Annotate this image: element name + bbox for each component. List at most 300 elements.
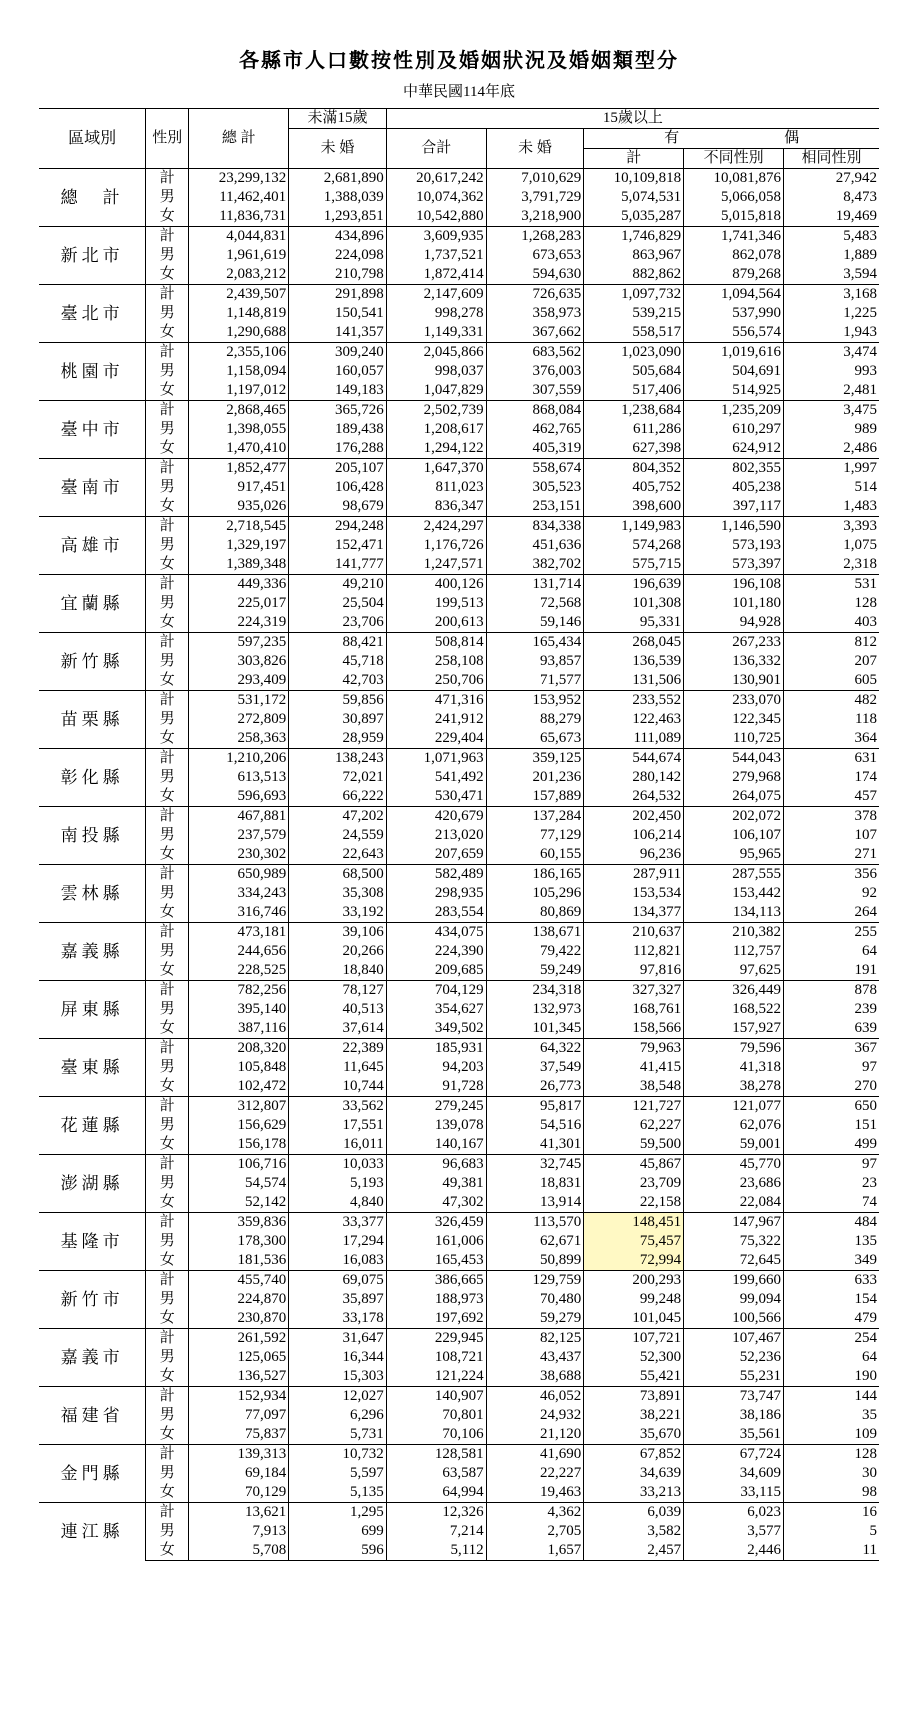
cell-over15-subtotal: 91,728 xyxy=(386,1077,486,1097)
cell-over15-unmarried: 2,705 xyxy=(486,1522,584,1541)
sex-label: 男 xyxy=(159,1291,175,1307)
sex-label: 計 xyxy=(146,1155,189,1175)
cell-diff-sex: 10,081,876 xyxy=(684,169,784,189)
cell-same-sex: 812 xyxy=(784,633,879,653)
cell-under15-unmarried: 141,777 xyxy=(289,555,387,575)
sex-label: 計 xyxy=(146,169,189,189)
cell-over15-subtotal: 229,945 xyxy=(386,1329,486,1349)
sex-label: 男 xyxy=(159,189,175,205)
cell-spouse-total: 3,582 xyxy=(584,1522,684,1541)
cell-total: 152,934 xyxy=(189,1387,289,1407)
cell-over15-unmarried: 79,422 xyxy=(486,942,584,961)
cell-over15-unmarried: 834,338 xyxy=(486,517,584,537)
region-name: 總 計 xyxy=(39,169,146,227)
region-name: 臺北市 xyxy=(39,285,146,343)
table-row xyxy=(39,1367,879,1387)
cell-spouse-total: 134,377 xyxy=(584,903,684,923)
cell-diff-sex: 106,107 xyxy=(684,826,784,845)
cell-over15-subtotal: 1,737,521 xyxy=(386,246,486,265)
cell-same-sex: 5 xyxy=(784,1522,879,1541)
sex-label: 女 xyxy=(159,788,175,804)
cell-under15-unmarried: 15,303 xyxy=(289,1367,387,1387)
cell-total: 1,470,410 xyxy=(189,439,289,459)
cell-spouse-total: 6,039 xyxy=(584,1503,684,1523)
cell-same-sex: 30 xyxy=(784,1464,879,1483)
cell-total: 2,083,212 xyxy=(189,265,289,285)
cell-same-sex: 135 xyxy=(784,1232,879,1251)
table-header xyxy=(39,109,879,169)
table-row xyxy=(39,1213,879,1233)
cell-spouse-total: 287,911 xyxy=(584,865,684,885)
cell-total: 178,300 xyxy=(189,1232,289,1251)
sex-label: 女 xyxy=(159,1194,175,1210)
cell-over15-subtotal: 10,542,880 xyxy=(386,207,486,227)
table-row xyxy=(39,961,879,981)
region-name: 高雄市 xyxy=(39,517,146,575)
cell-over15-unmarried: 32,745 xyxy=(486,1155,584,1175)
region-name: 連江縣 xyxy=(39,1503,146,1561)
table-row xyxy=(39,807,879,827)
cell-total: 181,536 xyxy=(189,1251,289,1271)
cell-over15-subtotal: 94,203 xyxy=(386,1058,486,1077)
cell-diff-sex: 110,725 xyxy=(684,729,784,749)
cell-under15-unmarried: 33,562 xyxy=(289,1097,387,1117)
cell-total: 1,158,094 xyxy=(189,362,289,381)
region-name: 臺東縣 xyxy=(39,1039,146,1097)
cell-under15-unmarried: 11,645 xyxy=(289,1058,387,1077)
cell-diff-sex: 73,747 xyxy=(684,1387,784,1407)
cell-spouse-total: 804,352 xyxy=(584,459,684,479)
page-title: 各縣市人口數按性別及婚姻狀況及婚姻類型分 xyxy=(239,50,679,72)
sex-label: 計 xyxy=(146,1271,189,1291)
table-row xyxy=(39,478,879,497)
cell-under15-unmarried: 10,744 xyxy=(289,1077,387,1097)
cell-diff-sex: 1,741,346 xyxy=(684,227,784,247)
cell-over15-unmarried: 21,120 xyxy=(486,1425,584,1445)
cell-under15-unmarried: 31,647 xyxy=(289,1329,387,1349)
table-row xyxy=(39,1348,879,1367)
cell-over15-subtotal: 1,149,331 xyxy=(386,323,486,343)
cell-spouse-total: 863,967 xyxy=(584,246,684,265)
cell-total: 244,656 xyxy=(189,942,289,961)
table-row xyxy=(39,575,879,595)
table-row xyxy=(39,845,879,865)
sex-label: 男 xyxy=(159,1233,175,1249)
cell-total: 4,044,831 xyxy=(189,227,289,247)
table-row xyxy=(39,671,879,691)
cell-under15-unmarried: 40,513 xyxy=(289,1000,387,1019)
cell-diff-sex: 38,278 xyxy=(684,1077,784,1097)
cell-same-sex: 878 xyxy=(784,981,879,1001)
cell-diff-sex: 75,322 xyxy=(684,1232,784,1251)
cell-same-sex: 650 xyxy=(784,1097,879,1117)
cell-spouse-total: 10,109,818 xyxy=(584,169,684,189)
cell-total: 1,148,819 xyxy=(189,304,289,323)
cell-over15-subtotal: 140,167 xyxy=(386,1135,486,1155)
cell-same-sex: 74 xyxy=(784,1193,879,1213)
cell-over15-unmarried: 594,630 xyxy=(486,265,584,285)
cell-over15-unmarried: 65,673 xyxy=(486,729,584,749)
cell-diff-sex: 504,691 xyxy=(684,362,784,381)
cell-under15-unmarried: 4,840 xyxy=(289,1193,387,1213)
cell-under15-unmarried: 176,288 xyxy=(289,439,387,459)
cell-same-sex: 2,318 xyxy=(784,555,879,575)
cell-spouse-total: 398,600 xyxy=(584,497,684,517)
cell-same-sex: 97 xyxy=(784,1058,879,1077)
cell-spouse-total: 23,709 xyxy=(584,1174,684,1193)
sex-label: 男 xyxy=(159,769,175,785)
cell-total: 1,329,197 xyxy=(189,536,289,555)
cell-over15-subtotal: 199,513 xyxy=(386,594,486,613)
cell-over15-unmarried: 153,952 xyxy=(486,691,584,711)
cell-over15-unmarried: 359,125 xyxy=(486,749,584,769)
cell-over15-subtotal: 20,617,242 xyxy=(386,169,486,189)
cell-total: 225,017 xyxy=(189,594,289,613)
cell-diff-sex: 397,117 xyxy=(684,497,784,517)
table-row xyxy=(39,381,879,401)
cell-total: 935,026 xyxy=(189,497,289,517)
cell-over15-subtotal: 998,278 xyxy=(386,304,486,323)
region-name: 基隆市 xyxy=(39,1213,146,1271)
cell-over15-subtotal: 121,224 xyxy=(386,1367,486,1387)
cell-diff-sex: 59,001 xyxy=(684,1135,784,1155)
sex-label: 男 xyxy=(159,537,175,553)
cell-under15-unmarried: 16,344 xyxy=(289,1348,387,1367)
cell-same-sex: 484 xyxy=(784,1213,879,1233)
cell-spouse-total: 122,463 xyxy=(584,710,684,729)
sex-label: 女 xyxy=(159,1368,175,1384)
cell-same-sex: 27,942 xyxy=(784,169,879,189)
cell-under15-unmarried: 1,388,039 xyxy=(289,188,387,207)
cell-same-sex: 1,075 xyxy=(784,536,879,555)
table-row xyxy=(39,304,879,323)
cell-spouse-total: 517,406 xyxy=(584,381,684,401)
cell-over15-subtotal: 128,581 xyxy=(386,1445,486,1465)
table-row xyxy=(39,285,879,305)
cell-spouse-total: 627,398 xyxy=(584,439,684,459)
sex-label: 男 xyxy=(159,711,175,727)
cell-total: 473,181 xyxy=(189,923,289,943)
cell-same-sex: 16 xyxy=(784,1503,879,1523)
cell-same-sex: 8,473 xyxy=(784,188,879,207)
table-row xyxy=(39,652,879,671)
cell-under15-unmarried: 28,959 xyxy=(289,729,387,749)
cell-diff-sex: 3,577 xyxy=(684,1522,784,1541)
cell-total: 208,320 xyxy=(189,1039,289,1059)
cell-under15-unmarried: 24,559 xyxy=(289,826,387,845)
page-subtitle: 中華民國114年底 xyxy=(403,84,515,100)
cell-same-sex: 264 xyxy=(784,903,879,923)
sex-label: 男 xyxy=(159,595,175,611)
table-row xyxy=(39,517,879,537)
cell-over15-subtotal: 541,492 xyxy=(386,768,486,787)
cell-over15-subtotal: 3,609,935 xyxy=(386,227,486,247)
cell-over15-unmarried: 59,279 xyxy=(486,1309,584,1329)
cell-spouse-total: 882,862 xyxy=(584,265,684,285)
cell-diff-sex: 287,555 xyxy=(684,865,784,885)
table-body xyxy=(39,169,879,1561)
sex-label: 計 xyxy=(146,227,189,247)
cell-same-sex: 993 xyxy=(784,362,879,381)
cell-spouse-total: 158,566 xyxy=(584,1019,684,1039)
cell-same-sex: 98 xyxy=(784,1483,879,1503)
cell-over15-subtotal: 582,489 xyxy=(386,865,486,885)
cell-under15-unmarried: 66,222 xyxy=(289,787,387,807)
cell-total: 258,363 xyxy=(189,729,289,749)
cell-same-sex: 3,475 xyxy=(784,401,879,421)
sex-label: 計 xyxy=(146,865,189,885)
table-row xyxy=(39,1483,879,1503)
cell-total: 359,836 xyxy=(189,1213,289,1233)
cell-under15-unmarried: 309,240 xyxy=(289,343,387,363)
cell-over15-unmarried: 59,146 xyxy=(486,613,584,633)
sex-label: 計 xyxy=(146,1445,189,1465)
sex-label: 計 xyxy=(146,1329,189,1349)
sex-label: 男 xyxy=(159,247,175,263)
cell-over15-subtotal: 2,147,609 xyxy=(386,285,486,305)
cell-over15-unmarried: 1,657 xyxy=(486,1541,584,1561)
cell-same-sex: 35 xyxy=(784,1406,879,1425)
cell-over15-unmarried: 462,765 xyxy=(486,420,584,439)
cell-spouse-total: 112,821 xyxy=(584,942,684,961)
cell-same-sex: 154 xyxy=(784,1290,879,1309)
cell-over15-unmarried: 95,817 xyxy=(486,1097,584,1117)
cell-total: 334,243 xyxy=(189,884,289,903)
cell-over15-subtotal: 161,006 xyxy=(386,1232,486,1251)
cell-over15-unmarried: 72,568 xyxy=(486,594,584,613)
sex-label: 男 xyxy=(159,1059,175,1075)
sex-label: 女 xyxy=(159,556,175,572)
table-row xyxy=(39,613,879,633)
cell-spouse-total: 574,268 xyxy=(584,536,684,555)
cell-total: 650,989 xyxy=(189,865,289,885)
cell-spouse-total: 99,248 xyxy=(584,1290,684,1309)
table-row xyxy=(39,1445,879,1465)
cell-total: 2,355,106 xyxy=(189,343,289,363)
cell-diff-sex: 168,522 xyxy=(684,1000,784,1019)
cell-same-sex: 367 xyxy=(784,1039,879,1059)
cell-diff-sex: 38,186 xyxy=(684,1406,784,1425)
cell-under15-unmarried: 47,202 xyxy=(289,807,387,827)
cell-total: 312,807 xyxy=(189,1097,289,1117)
table-row xyxy=(39,246,879,265)
cell-over15-unmarried: 673,653 xyxy=(486,246,584,265)
cell-diff-sex: 196,108 xyxy=(684,575,784,595)
cell-over15-unmarried: 18,831 xyxy=(486,1174,584,1193)
table-row xyxy=(39,1329,879,1349)
cell-over15-subtotal: 434,075 xyxy=(386,923,486,943)
cell-spouse-total: 95,331 xyxy=(584,613,684,633)
sex-label: 男 xyxy=(159,363,175,379)
cell-over15-unmarried: 376,003 xyxy=(486,362,584,381)
cell-total: 106,716 xyxy=(189,1155,289,1175)
cell-diff-sex: 52,236 xyxy=(684,1348,784,1367)
cell-diff-sex: 157,927 xyxy=(684,1019,784,1039)
cell-same-sex: 144 xyxy=(784,1387,879,1407)
table-row xyxy=(39,1193,879,1213)
cell-total: 2,718,545 xyxy=(189,517,289,537)
cell-under15-unmarried: 16,083 xyxy=(289,1251,387,1271)
cell-total: 1,852,477 xyxy=(189,459,289,479)
cell-diff-sex: 5,015,818 xyxy=(684,207,784,227)
cell-same-sex: 2,486 xyxy=(784,439,879,459)
header-under15-unmarried: 未 婚 xyxy=(289,129,387,169)
cell-under15-unmarried: 12,027 xyxy=(289,1387,387,1407)
cell-over15-subtotal: 224,390 xyxy=(386,942,486,961)
cell-same-sex: 356 xyxy=(784,865,879,885)
sex-label: 計 xyxy=(146,807,189,827)
cell-over15-unmarried: 93,857 xyxy=(486,652,584,671)
cell-diff-sex: 862,078 xyxy=(684,246,784,265)
cell-over15-unmarried: 59,249 xyxy=(486,961,584,981)
cell-spouse-total: 168,761 xyxy=(584,1000,684,1019)
cell-under15-unmarried: 434,896 xyxy=(289,227,387,247)
cell-total: 70,129 xyxy=(189,1483,289,1503)
sex-label: 計 xyxy=(146,633,189,653)
cell-over15-subtotal: 1,071,963 xyxy=(386,749,486,769)
cell-spouse-total: 611,286 xyxy=(584,420,684,439)
cell-over15-unmarried: 105,296 xyxy=(486,884,584,903)
cell-over15-unmarried: 138,671 xyxy=(486,923,584,943)
cell-spouse-total: 544,674 xyxy=(584,749,684,769)
cell-over15-unmarried: 113,570 xyxy=(486,1213,584,1233)
cell-diff-sex: 573,193 xyxy=(684,536,784,555)
cell-total: 7,913 xyxy=(189,1522,289,1541)
cell-over15-subtotal: 209,685 xyxy=(386,961,486,981)
cell-diff-sex: 41,318 xyxy=(684,1058,784,1077)
cell-over15-subtotal: 2,045,866 xyxy=(386,343,486,363)
sex-label: 女 xyxy=(159,1136,175,1152)
sex-label: 女 xyxy=(159,1426,175,1442)
cell-over15-subtotal: 508,814 xyxy=(386,633,486,653)
cell-diff-sex: 94,928 xyxy=(684,613,784,633)
cell-total: 782,256 xyxy=(189,981,289,1001)
cell-spouse-total: 1,746,829 xyxy=(584,227,684,247)
cell-spouse-total: 153,534 xyxy=(584,884,684,903)
cell-diff-sex: 122,345 xyxy=(684,710,784,729)
table-row xyxy=(39,1251,879,1271)
cell-total: 455,740 xyxy=(189,1271,289,1291)
table-row xyxy=(39,1464,879,1483)
cell-diff-sex: 802,355 xyxy=(684,459,784,479)
table-row xyxy=(39,497,879,517)
sex-label: 計 xyxy=(146,575,189,595)
cell-under15-unmarried: 1,293,851 xyxy=(289,207,387,227)
region-name: 臺中市 xyxy=(39,401,146,459)
cell-over15-unmarried: 22,227 xyxy=(486,1464,584,1483)
cell-total: 11,836,731 xyxy=(189,207,289,227)
cell-same-sex: 174 xyxy=(784,768,879,787)
cell-under15-unmarried: 5,135 xyxy=(289,1483,387,1503)
cell-total: 75,837 xyxy=(189,1425,289,1445)
cell-under15-unmarried: 17,551 xyxy=(289,1116,387,1135)
cell-total: 102,472 xyxy=(189,1077,289,1097)
cell-diff-sex: 2,446 xyxy=(684,1541,784,1561)
table-row xyxy=(39,981,879,1001)
table-row xyxy=(39,1135,879,1155)
cell-diff-sex: 233,070 xyxy=(684,691,784,711)
cell-spouse-total: 264,532 xyxy=(584,787,684,807)
cell-total: 11,462,401 xyxy=(189,188,289,207)
cell-same-sex: 254 xyxy=(784,1329,879,1349)
cell-total: 5,708 xyxy=(189,1541,289,1561)
cell-over15-subtotal: 139,078 xyxy=(386,1116,486,1135)
cell-under15-unmarried: 1,295 xyxy=(289,1503,387,1523)
cell-diff-sex: 101,180 xyxy=(684,594,784,613)
region-name: 屏東縣 xyxy=(39,981,146,1039)
cell-same-sex: 499 xyxy=(784,1135,879,1155)
table-row xyxy=(39,343,879,363)
cell-total: 596,693 xyxy=(189,787,289,807)
cell-spouse-total: 210,637 xyxy=(584,923,684,943)
sex-label: 計 xyxy=(146,459,189,479)
region-name: 嘉義縣 xyxy=(39,923,146,981)
cell-total: 261,592 xyxy=(189,1329,289,1349)
cell-under15-unmarried: 596 xyxy=(289,1541,387,1561)
cell-over15-unmarried: 7,010,629 xyxy=(486,169,584,189)
sex-label: 女 xyxy=(159,208,175,224)
cell-over15-subtotal: 10,074,362 xyxy=(386,188,486,207)
cell-over15-subtotal: 1,872,414 xyxy=(386,265,486,285)
cell-same-sex: 19,469 xyxy=(784,207,879,227)
cell-over15-unmarried: 88,279 xyxy=(486,710,584,729)
cell-same-sex: 190 xyxy=(784,1367,879,1387)
cell-over15-subtotal: 1,176,726 xyxy=(386,536,486,555)
cell-over15-subtotal: 279,245 xyxy=(386,1097,486,1117)
cell-spouse-total: 101,045 xyxy=(584,1309,684,1329)
cell-spouse-total: 35,670 xyxy=(584,1425,684,1445)
region-name: 嘉義市 xyxy=(39,1329,146,1387)
region-name: 宜蘭縣 xyxy=(39,575,146,633)
sex-label: 女 xyxy=(159,846,175,862)
cell-under15-unmarried: 291,898 xyxy=(289,285,387,305)
cell-diff-sex: 514,925 xyxy=(684,381,784,401)
cell-over15-unmarried: 62,671 xyxy=(486,1232,584,1251)
cell-over15-subtotal: 213,020 xyxy=(386,826,486,845)
table-row xyxy=(39,1155,879,1175)
cell-diff-sex: 99,094 xyxy=(684,1290,784,1309)
cell-spouse-total: 575,715 xyxy=(584,555,684,575)
cell-diff-sex: 1,146,590 xyxy=(684,517,784,537)
cell-diff-sex: 136,332 xyxy=(684,652,784,671)
sex-label: 計 xyxy=(146,1039,189,1059)
header-spouse-left: 有 xyxy=(664,130,680,146)
cell-under15-unmarried: 72,021 xyxy=(289,768,387,787)
cell-spouse-total: 148,451 xyxy=(584,1213,684,1233)
table-row xyxy=(39,1503,879,1523)
cell-same-sex: 207 xyxy=(784,652,879,671)
cell-over15-subtotal: 197,692 xyxy=(386,1309,486,1329)
cell-total: 613,513 xyxy=(189,768,289,787)
cell-same-sex: 151 xyxy=(784,1116,879,1135)
cell-over15-unmarried: 41,690 xyxy=(486,1445,584,1465)
cell-same-sex: 191 xyxy=(784,961,879,981)
cell-under15-unmarried: 23,706 xyxy=(289,613,387,633)
table-row xyxy=(39,1232,879,1251)
cell-diff-sex: 610,297 xyxy=(684,420,784,439)
sex-label: 女 xyxy=(159,614,175,630)
cell-same-sex: 633 xyxy=(784,1271,879,1291)
region-name: 新竹市 xyxy=(39,1271,146,1329)
cell-total: 293,409 xyxy=(189,671,289,691)
cell-spouse-total: 73,891 xyxy=(584,1387,684,1407)
region-name: 南投縣 xyxy=(39,807,146,865)
cell-diff-sex: 45,770 xyxy=(684,1155,784,1175)
cell-over15-unmarried: 358,973 xyxy=(486,304,584,323)
cell-under15-unmarried: 224,098 xyxy=(289,246,387,265)
cell-spouse-total: 268,045 xyxy=(584,633,684,653)
cell-under15-unmarried: 49,210 xyxy=(289,575,387,595)
